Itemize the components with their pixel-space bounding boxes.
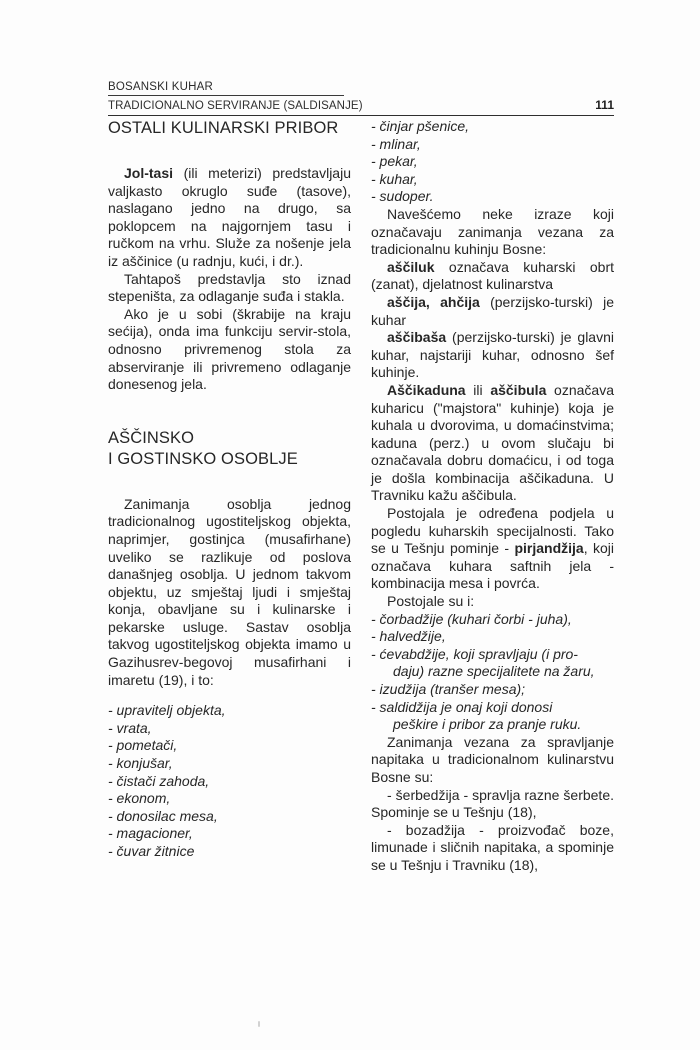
term-lead-pirjandzija: pirjandžija	[514, 540, 584, 557]
paragraph-podjela-before: Postojala je određena podjela u pogledu kuharskih specijalnosti. Tako se u Tešnju pominje -	[371, 505, 614, 557]
staff-list-right-continued	[371, 118, 614, 206]
two-column-body	[108, 118, 614, 875]
paragraph-ako-je-u-sobi: Ako je u sobi (škrabije na kraju sećija), onda ima funkciju servir-stola, odnosno privremenog stola za abserviranje ili privremeno odlaganje donesenog jela.	[108, 305, 351, 393]
paragraph-postojale-su-i: Postojale su i:	[387, 593, 475, 610]
spacer	[108, 139, 351, 165]
staff-list-left	[108, 702, 351, 860]
list-item: - pometači,	[108, 737, 178, 754]
left-column	[108, 118, 351, 875]
list-item: - činjar pšenice,	[371, 118, 470, 134]
list-item	[371, 646, 614, 681]
list-item	[371, 628, 614, 646]
paragraph-navescemo: Navešćemo neke izraze koji označavaju zanimanja vezana za tradicionalnu kuhinju Bosne:	[371, 205, 614, 258]
term-ascikaduna	[371, 382, 614, 505]
term-lead-jol-tasi: Jol-tasi	[124, 165, 174, 181]
specialty-list	[371, 611, 614, 734]
list-item	[371, 699, 614, 734]
list-item: - magacioner,	[108, 825, 193, 842]
list-item-text: - halvedžije,	[371, 628, 446, 645]
paragraph-zanimanja-osoblja: Zanimanja osoblja jednog tradicionalnog ugostiteljskog objekta, naprimjer, gostinjca (musafirhane) uveliko se razlikuje od poslova današnjeg osoblja. U jednom takvom objektu, uz smještaj ljudi i smještaj konja, obavljane su i kulinarske i pekarske usluge. Sastav osoblja takvog ugostiteljskog objekta imamo u Gazihusrev-begovoj musafirhani i imaretu (19), i to:	[108, 495, 351, 688]
heading-gostinsko-osoblje-line-2: I GOSTINSKO OSOBLJE	[108, 449, 298, 468]
spacer	[108, 394, 351, 428]
list-item-text: - izudžija (tranšer mesa);	[371, 681, 526, 697]
term-lead-ascikaduna: Aščikaduna	[387, 381, 466, 398]
term-ascibasa	[371, 329, 614, 382]
book-title: BOSANSKI KUHAR	[108, 81, 214, 93]
paragraph-zanimanja-napitaka: Zanimanja vezana za spravljanje napitaka u tradicionalnom kulinarstvu Bosne su:	[371, 733, 614, 785]
list-item-continuation: daju) razne specijalitete na žaru,	[393, 663, 595, 680]
term-ascija-ahcija-body: (perzijsko-turski) je kuhar	[371, 293, 614, 328]
paragraph-jol-tasi-body: (ili meterizi) predstavljaju valjkasto okruglo suđe (tasove), naslagano jedno na drugo, sa poklopcem na najgornjem tasu i ručkom na vrhu. Služe za nošenje jela iz aščinice (u radnju, kući, i dr.).	[108, 165, 351, 269]
list-item: - konjušar,	[108, 755, 173, 772]
heading-ascinsko-line-1: AŠČINSKO	[108, 428, 195, 447]
list-item: - sudoper.	[371, 188, 434, 205]
term-lead-ascija-ahcija: aščija, ahčija	[387, 293, 480, 310]
list-item: - vrata,	[108, 719, 152, 736]
scan-artifact	[258, 1021, 260, 1027]
spacer	[108, 689, 351, 702]
paragraph-tahtapos: Tahtapoš predstavlja sto iznad stepeništa, za odlaganje suđa i stakla.	[108, 270, 351, 305]
running-head-row	[108, 96, 614, 114]
list-item-continuation: peškire i pribor za pranje ruku.	[393, 716, 582, 733]
list-item	[371, 611, 614, 629]
term-ascibasa-body: (perzijsko-turski) je glavni kuhar, najstariji kuhar, odnosno šef kuhinje.	[371, 329, 614, 381]
list-item-text: - saldidžija je onaj koji donosi	[371, 698, 553, 715]
list-item: - čistači zahoda,	[108, 772, 210, 789]
paragraph-bozadzija: - bozadžija - proizvođač boze, limunade i sličnih napitaka, a spominje se u Tešnju i Travniku (18),	[371, 821, 614, 873]
list-item: - ekonom,	[108, 790, 171, 807]
paragraph-podjela-after: , koji označava kuhara saftnih jela - kombinacija mesa i povrća.	[371, 540, 614, 592]
right-column	[371, 118, 614, 875]
list-item: - donosilac mesa,	[108, 807, 218, 824]
paragraph-serbedzija: - šerbedžija - spravlja razne šerbete. Spominje se u Tešnju (18),	[371, 786, 614, 821]
section-title: TRADICIONALNO SERVIRANJE (SALDISANJE)	[108, 99, 363, 112]
spacer	[108, 470, 351, 496]
list-item-text: - čorbadžije (kuhari čorbi - juha),	[371, 610, 572, 627]
list-item	[371, 681, 614, 699]
list-item: - čuvar žitnice	[108, 843, 195, 859]
term-asciluk-body: označava kuharski obrt (zanat), djelatnost kulinarstva	[371, 258, 614, 293]
paragraph-jol-tasi	[108, 165, 351, 271]
running-head	[108, 80, 614, 116]
term-lead-ascibula: aščibula	[490, 381, 547, 398]
heading-ostali-kulinarski-pribor: OSTALI KULINARSKI PRIBOR	[108, 119, 339, 137]
list-item: - pekar,	[371, 153, 418, 170]
page-number: 111	[595, 97, 614, 112]
list-item: - upravitelj objekta,	[108, 702, 226, 719]
term-asciluk	[371, 259, 614, 294]
paragraph-postojala-je-podjela	[371, 505, 614, 593]
term-ascikaduna-conjunction: ili	[465, 381, 491, 398]
list-item: - mlinar,	[371, 135, 421, 152]
term-ascikaduna-body: označava kuharicu ("majstora" kuhinje) koja je kuhala u dvorovima, u domaćinstvima; kaduna (perz.) u ovom slučaju bi označavala dobru domaćicu, i od toga je došla kombinacija aščikaduna. U Travniku kažu aščibula.	[371, 381, 614, 504]
list-item: - kuhar,	[371, 170, 418, 187]
list-item-text: - ćevabdžije, koji spravljaju (i pro-	[371, 645, 578, 662]
term-ascija-ahcija	[371, 294, 614, 329]
term-lead-ascibasa: aščibaša	[387, 329, 447, 346]
header-rule-full	[108, 115, 614, 116]
term-lead-asciluk: aščiluk	[387, 258, 435, 275]
